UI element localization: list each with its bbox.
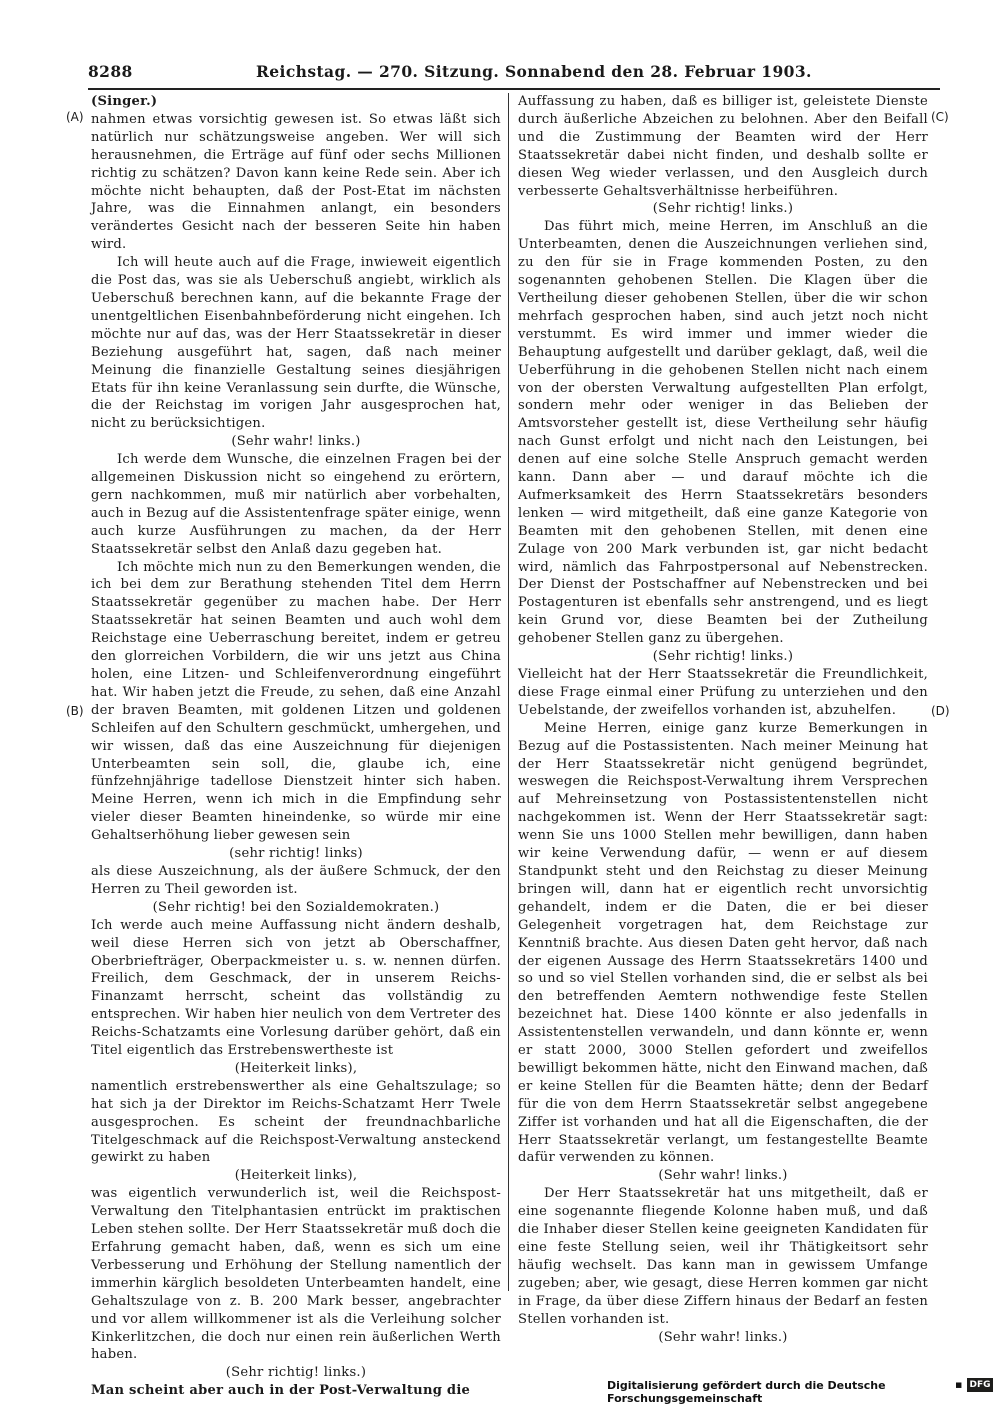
interjection: (Sehr wahr! links.)	[658, 1329, 788, 1345]
interjection: (Sehr richtig! bei den Sozialdemokraten.)	[152, 899, 440, 915]
paragraph: Das führt mich, meine Herren, im Anschluß an die Unterbeamten, denen die Auszeichnungen verliehen sind, zu den für sie in Frage kommenden Posten, zu den sogenannten gehobenen Stellen. Die Klagen über die Vertheilung dieser gehobenen Stellen, über die wir schon mehrfach gesprochen haben, sind auch jetzt noch nicht verstummt. Es wird immer und immer wieder die Behauptung aufgestellt und darüber geklagt, daß, weil die Ueberführung in die gehobenen Stellen nicht nach einem von der obersten Verwaltung aufgestellten Plan erfolgt, sondern mehr oder weniger in das Belieben der Amtsvorsteher gestellt ist, diese Vertheilung sehr häufig nach Gunst erfolgt und nicht nach den Leistungen, bei denen auf eine solche Stelle Anspruch gemacht werden kann. Dann aber — und darauf möchte ich die Aufmerksamkeit des Herrn Staatssekretärs besonders lenken — wird mitgetheilt, daß eine ganze Kategorie von Beamten mit den gehobenen Stellen, mit denen eine Zulage von 200 Mark verbunden ist, gar nicht bedacht wird, nämlich das Fahrpostpersonal auf Nebenstrecken. Der Dienst der Postschaffner auf Nebenstrecken und bei Postagenturen ist ebenfalls sehr anstrengend, und es liegt kein Grund vor, diese Beamten bei der Zutheilung gehobener Stellen ganz zu übergehen.	[518, 219, 928, 647]
dfg-logo: DFG	[967, 1378, 993, 1392]
digitization-footer	[595, 1378, 995, 1405]
margin-mark-b: (B)	[66, 704, 84, 718]
right-column	[518, 93, 928, 1346]
column-divider	[508, 93, 509, 1291]
paragraph: Vielleicht hat der Herr Staatssekretär die Freundlichkeit, diese Frage einmal einer Prüfung zu unterziehen und den Uebelstande, der zweifellos vorhanden ist, abzuhelfen.	[518, 667, 928, 718]
left-column	[91, 93, 501, 1400]
paragraph: Ich möchte mich nun zu den Bemerkungen wenden, die ich bei dem zur Berathung stehenden Titel dem Herrn Staatssekretär gegenüber zu machen habe. Der Herr Staatssekretär hat seinen Beamten und auch wohl dem Reichstage eine Ueberraschung bereitet, indem er getreu den glorreichen Vorbildern, die wir uns jetzt aus China holen, eine Litzen- und Schleifenverordnung eingeführt hat. Wir haben jetzt die Freude, zu sehen, daß eine Anzahl der braven Beamten, mit goldenen Litzen und goldenen Schleifen auf den Schultern geschmückt, umhergehen, und wir wissen, daß das eine Auszeichnung für diejenigen Unterbeamten sein soll, die, glaube ich, eine fünfzehnjährige tadellose Dienstzeit hinter sich haben. Meine Herren, wenn ich mich in die Empfindung sehr vieler dieser Beamten hineindenke, so würde mir eine Gehaltserhöhung lieber gewesen sein	[91, 559, 501, 844]
interjection: (Sehr richtig! links.)	[652, 649, 794, 665]
paragraph: Ich will heute auch auf die Frage, inwieweit eigentlich die Post das, was sie als Ueberschuß angiebt, wirklich als Ueberschuß berechnen kann, auf die bekannte Frage der unentgeltlichen Eisenbahnbeförderung nicht eingehen. Ich möchte nur auf das, was der Herr Staatssekretär in dieser Beziehung ausgeführt hat, sagen, daß nach meiner Meinung die finanzielle Gestaltung seines diesjährigen Etats für ihn keine Veranlassung sein durfte, die Wünsche, die der Reichstag im vorigen Jahr ausgesprochen hat, nicht zu berücksichtigen.	[91, 255, 501, 432]
paragraph: was eigentlich verwunderlich ist, weil die Reichspost-Verwaltung den Titelphantasien entrückt im praktischen Leben stehen sollte. Der Herr Staatssekretär muß doch die Erfahrung gemacht haben, daß, wenn es sich um eine Verbesserung und Erhöhung der Stellung namentlich der immerhin kärglich besoldeten Unterbeamten handelt, eine Gehaltszulage von z. B. 200 Mark besser, angebrachter und vor allem willkommener ist als die Verleihung solcher Kinkerlitzchen, die doch nur einen rein äußerlichen Werth haben.	[91, 1186, 501, 1363]
interjection: (Heiterkeit links),	[234, 1060, 358, 1076]
running-title: Reichstag. — 270. Sitzung. Sonnabend den 28. Februar 1903.	[256, 62, 812, 81]
paragraph: Meine Herren, einige ganz kurze Bemerkungen in Bezug auf die Postassistenten. Nach meiner Meinung hat der Herr Staatssekretär nicht genügend begründet, weswegen die Reichspost-Verwaltung ihrem Versprechen auf Mehreinsetzung von Postassistentenstellen nicht nachgekommen ist. Wenn der Herr Staatssekretär sagt: wenn Sie uns 1000 Stellen mehr bewilligen, dann haben wir keine Verwendung dafür, — wenn er auf diesem Standpunkt steht und den Reichstag zu dieser Meinung bringen will, dann hat er eigentlich recht unvorsichtig gehandelt, indem er die Daten, die er bei dieser Gelegenheit vorgetragen hat, dem Reichstage zur Kenntniß brachte. Aus diesen Daten geht hervor, daß nach der eigenen Aussage des Herrn Staatssekretärs 1400 und so und so viel Stellen vorhanden sind, die er selbst als bei den betreffenden Aemtern nothwendige feste Stellen bezeichnet hat. Diese 1400 könnte er also jedenfalls in Assistentenstellen verwandeln, und dann könnte er, wenn er statt 2000, 3000 Stellen gefordert und zweifellos bewilligt bekommen hätte, nicht den Einwand machen, daß er keine Stellen für die Beamten hätte; denn der Bedarf für die von dem Herrn Staatssekretär selbst angegebene Ziffer ist vorhanden und hat all die Eigenschaften, die der Herr Staatssekretär verlangt, um festangestellte Beamte dafür verwenden zu können.	[518, 720, 928, 1166]
paragraph: Ich werde dem Wunsche, die einzelnen Fragen bei der allgemeinen Diskussion nicht so eingehend zu erörtern, gern nachkommen, muß mir natürlich aber vorbehalten, auch in Bezug auf die Assistentenfrage später einige, wenn auch kurze Ausführungen zu machen, da der Herr Staatssekretär selbst den Anlaß dazu gegeben hat.	[91, 452, 501, 557]
interjection: (sehr richtig! links)	[229, 846, 363, 862]
paragraph: als diese Auszeichnung, als der äußere Schmuck, der den Herren zu Theil geworden ist.	[91, 863, 501, 897]
footer-separator-icon: ▪	[955, 1378, 963, 1391]
header-rule	[88, 88, 940, 90]
paragraph: Auffassung zu haben, daß es billiger ist, geleistete Dienste durch äußerliche Abzeichen zu belohnen. Aber den Beifall und die Zustimmung der Beamten wird der Herr Staatssekretär dabei nicht finden, und deshalb sollte er diesen Weg wieder verlassen, und den Ausgleich durch verbesserte Gehaltsverhältnisse herbeiführen.	[518, 94, 928, 199]
paragraph: Ich werde auch meine Auffassung nicht ändern deshalb, weil diese Herren sich von jetzt ab Oberschaffner, Oberbriefträger, Oberpackmeister u. s. w. nennen dürfen. Freilich, dem Geschmack, der in unserem Reichs-Finanzamt herrscht, scheint das vollständig zu entsprechen. Wir haben hier neulich von dem Vertreter des Reichs-Schatzamts eine Vorlesung darüber gehört, daß ein Titel eigentlich das Erstrebenswertheste ist	[91, 917, 501, 1059]
interjection: (Heiterkeit links),	[234, 1168, 358, 1184]
interjection: (Sehr wahr! links.)	[658, 1168, 788, 1184]
paragraph: Der Herr Staatssekretär hat uns mitgetheilt, daß er eine sogenannte fliegende Kolonne haben muß, und daß die Inhaber dieser Stellen keine geeigneten Kandidaten für eine feste Stellung seien, weil ihr Thätigkeitsort sehr häufig wechselt. Das kann man in gewissem Umfange zugeben; aber, wie gesagt, diese Herren kommen gar nicht in Frage, da über diese Ziffern hinaus der Bedarf an festen Stellen vorhanden ist.	[518, 1186, 928, 1327]
footer-credit: Digitalisierung gefördert durch die Deutsche Forschungsgemeinschaft	[607, 1379, 886, 1405]
margin-mark-a: (A)	[66, 110, 84, 124]
margin-mark-c: (C)	[931, 110, 949, 124]
page-number: 8288	[88, 62, 133, 81]
running-header	[88, 62, 938, 86]
margin-mark-d: (D)	[931, 704, 950, 718]
interjection: (Sehr wahr! links.)	[231, 434, 361, 450]
interjection: (Sehr richtig! links.)	[225, 1365, 367, 1381]
interjection: (Sehr richtig! links.)	[652, 201, 794, 217]
paragraph: namentlich erstrebenswerther als eine Gehaltszulage; so hat sich ja der Direktor im Reichs-Schatzamt Herr Twele ausgesprochen. Es scheint der freundnachbarliche Titelgeschmack auf die Reichspost-Verwaltung ansteckend gewirkt zu haben	[91, 1078, 501, 1166]
paragraph: nahmen etwas vorsichtig gewesen ist. So etwas läßt sich natürlich nur schätzungsweise angeben. Wer will sich herausnehmen, die Erträge auf fünf oder sechs Millionen richtig zu schätzen? Davon kann keine Rede sein. Aber ich möchte nicht behaupten, daß der Post-Etat im nächsten Jahre, was die Einnahmen anlangt, ein besonders verändertes Gesicht nach der besseren Seite hin haben wird.	[91, 111, 501, 253]
speaker-name: (Singer.)	[91, 94, 158, 109]
paragraph: Man scheint aber auch in der Post-Verwaltung die	[91, 1383, 471, 1399]
